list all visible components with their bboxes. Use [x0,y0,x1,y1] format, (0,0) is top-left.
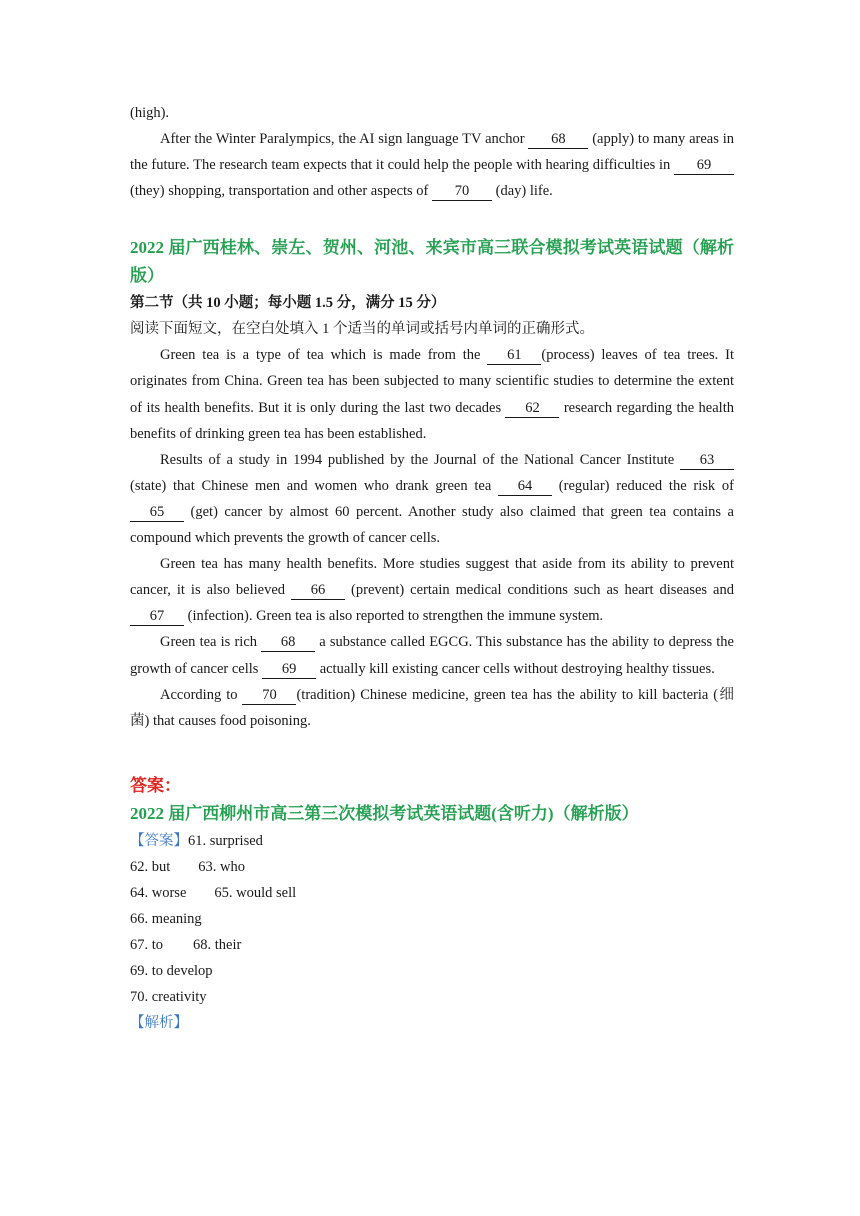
paragraph-paralympics: After the Winter Paralympics, the AI sign language TV anchor 68 (apply) to many areas in the future. The research team expects that it could help the people with hearing difficulties in 69 (they) shopping, transportation and other aspects of 70 (day) life. [130,131,735,200]
blank-67: 67 [130,608,184,626]
section-heading: 第二节（共 10 小题；每小题 1.5 分，满分 15 分） [130,295,446,312]
blank-66: 66 [291,582,345,600]
paragraph-1: Green tea is a type of tea which is made from the 61 (process) leaves of tea trees. It originates from China. Green tea has been subjected to many scientific studies to determine the extent of its health benefits. But it is only during the last two decades 62 research regarding the health benefits of drinking green tea has been established. [130,347,734,442]
answer-line-7: 70. creativity [130,989,207,1006]
paragraph-5: According to 70 (tradition) Chinese medicine, green tea has the ability to kill bacteria (细菌) that causes food poisoning. [130,686,734,729]
blank-68: 68 [528,131,588,149]
analysis-tag: 【解析】 [130,1015,188,1032]
blank-70: 70 [432,183,492,201]
answer-line-6: 69. to develop [130,963,213,980]
answer-line-4: 66. meaning [130,911,202,928]
section-title: 2022 届广西桂林、崇左、贺州、河池、来宾市高三联合模拟考试英语试题（解析版） [130,238,734,286]
document-page [130,100,734,1037]
blank-61: 61 [487,347,541,365]
answer-line-1: 【答案】61. surprised [130,832,263,849]
answer-line-5: 67. to 68. their [130,937,242,954]
blank-68b: 68 [261,634,315,652]
paragraph-3: Green tea has many health benefits. More studies suggest that aside from its ability to prevent cancer, it is also believed 66 (prevent) certain medical conditions such as heart diseases and 67 (infection). Green tea is also reported to strengthen the immune system. [130,556,734,625]
answer-source-title: 2022 届广西柳州市高三第三次模拟考试英语试题(含听力)（解析版） [130,803,639,823]
paragraph-4: Green tea is rich 68 a substance called EGCG. This substance has the ability to depress the growth of cancer cells 69 actually kill existing cancer cells without destroying healthy tissues. [130,634,734,677]
blank-65: 65 [130,504,184,522]
answer-line-2: 62. but 63. who [130,858,246,875]
blank-69b: 69 [262,661,316,679]
answer-label: 答案： [130,775,181,795]
blank-70b: 70 [242,687,296,705]
paragraph-2: Results of a study in 1994 published by the Journal of the National Cancer Institute 63(state) that Chinese men and women who drank green tea 64 (regular) reduced the risk of 65 (get) cancer by almost 60 percent. Another study also claimed that green tea contains a compound which prevents the growth of cancer cells. [130,451,734,547]
blank-64: 64 [498,478,552,496]
answer-tag: 【答案】 [130,832,188,849]
blank-63: 63 [680,452,734,470]
blank-62: 62 [505,400,559,418]
fragment-line: (high). [130,105,170,121]
answer-line-3: 64. worse 65. would sell [130,884,297,901]
instruction: 阅读下面短文，在空白处填入 1 个适当的单词或括号内单词的正确形式。 [130,321,594,338]
blank-69: 69 [674,157,734,175]
